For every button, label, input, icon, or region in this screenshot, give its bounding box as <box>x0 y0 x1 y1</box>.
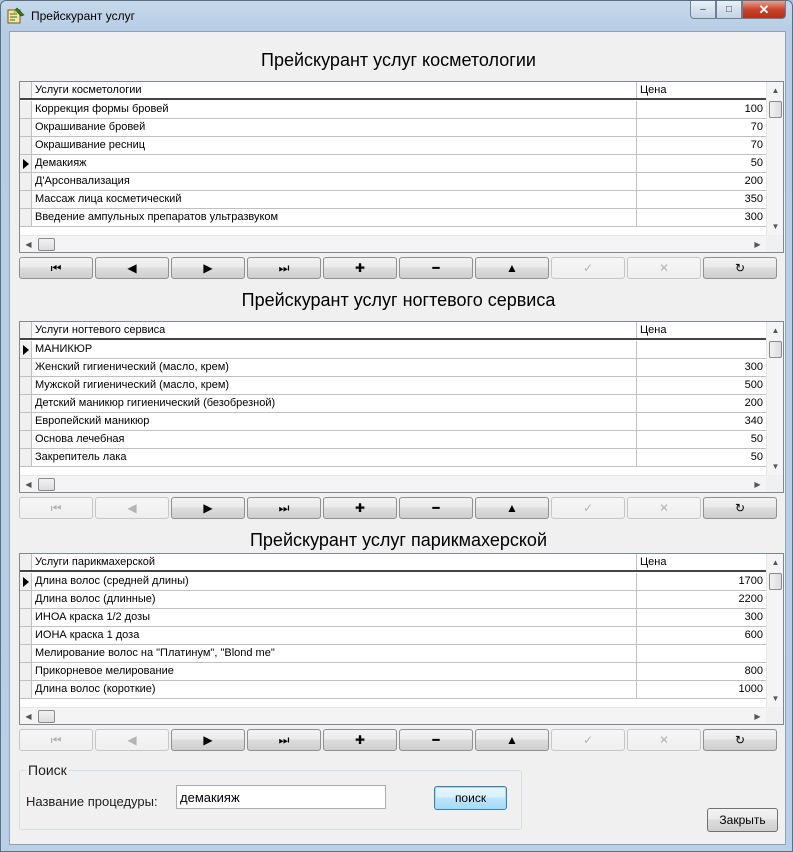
service-name-cell[interactable]: Мелирование волос на "Платинум", "Blond me" <box>32 645 637 662</box>
prior-record-icon: ◀ <box>127 733 137 747</box>
price-cell[interactable]: 300 <box>744 211 763 223</box>
edit-triangle-icon: ▲ <box>506 733 518 747</box>
row-indicator[interactable] <box>20 663 32 680</box>
checkmark-icon: ✓ <box>582 733 594 747</box>
nail-service-navigator <box>19 497 777 519</box>
scroll-corner <box>766 235 783 252</box>
current-row-pointer-icon <box>23 577 29 587</box>
row-indicator[interactable] <box>20 377 32 394</box>
price-cell[interactable]: 50 <box>750 433 763 445</box>
service-name-cell[interactable]: Демакияж <box>32 155 637 172</box>
cancel-x-icon: ✕ <box>658 501 670 515</box>
nav-next-button[interactable] <box>171 257 245 279</box>
price-cell[interactable]: 70 <box>750 139 763 151</box>
table-row[interactable] <box>20 663 766 681</box>
scroll-down-icon[interactable]: ▼ <box>771 222 780 231</box>
window-title: Прейскурант услуг <box>31 9 135 23</box>
table-row[interactable] <box>20 609 766 627</box>
grid-header-row <box>20 82 766 100</box>
horizontal-scroll-thumb[interactable] <box>38 478 55 491</box>
row-indicator[interactable] <box>20 395 32 412</box>
grid-body <box>20 82 766 235</box>
service-name-cell[interactable]: Введение ампульных препаратов ультразвуком <box>32 209 637 226</box>
column-header-service[interactable]: Услуги косметологии <box>32 82 637 98</box>
service-name-cell[interactable]: Закрепитель лака <box>32 449 637 466</box>
nav-edit-button[interactable] <box>475 729 549 751</box>
plus-icon: ✚ <box>354 733 366 747</box>
service-name-cell[interactable]: Европейский маникюр <box>32 413 637 430</box>
search-button[interactable]: поиск <box>434 786 507 810</box>
edit-triangle-icon: ▲ <box>506 261 518 275</box>
table-row[interactable] <box>20 173 766 191</box>
horizontal-scroll-thumb[interactable] <box>38 238 55 251</box>
nav-first-button[interactable] <box>19 497 93 519</box>
nav-cancel-button[interactable] <box>627 729 701 751</box>
horizontal-scrollbar[interactable] <box>20 475 766 492</box>
grid-body <box>20 322 766 475</box>
scroll-left-icon[interactable]: ◀ <box>25 240 32 249</box>
table-row[interactable] <box>20 359 766 377</box>
grid-body <box>20 554 766 707</box>
first-record-icon: ⏮ <box>50 500 62 515</box>
service-name-cell[interactable]: Основа лечебная <box>32 431 637 448</box>
nav-prior-button[interactable] <box>95 729 169 751</box>
title-bar[interactable] <box>1 1 792 31</box>
service-name-cell[interactable]: Мужской гигиенический (масло, крем) <box>32 377 637 394</box>
hairdresser-grid[interactable] <box>19 553 784 725</box>
table-row[interactable] <box>20 431 766 449</box>
row-indicator[interactable] <box>20 591 32 608</box>
scroll-right-icon[interactable]: ▶ <box>754 712 761 721</box>
nav-first-button[interactable] <box>19 729 93 751</box>
service-name-cell[interactable]: ИНОА краска 1/2 дозы <box>32 609 637 626</box>
header-indicator-cell <box>20 322 32 338</box>
vertical-scroll-thumb[interactable] <box>769 341 782 358</box>
table-row[interactable] <box>20 155 766 173</box>
service-name-cell[interactable]: Длина волос (короткие) <box>32 681 637 698</box>
header-indicator-cell <box>20 554 32 570</box>
nav-insert-button[interactable] <box>323 257 397 279</box>
scroll-corner <box>766 475 783 492</box>
scroll-up-icon[interactable]: ▲ <box>771 558 780 567</box>
horizontal-scrollbar[interactable] <box>20 235 766 252</box>
table-row[interactable] <box>20 591 766 609</box>
last-record-icon: ⏭ <box>278 500 290 515</box>
price-cell[interactable]: 1000 <box>738 683 763 695</box>
price-cell[interactable]: 340 <box>744 415 763 427</box>
row-indicator[interactable] <box>20 137 32 154</box>
price-cell[interactable]: 70 <box>750 121 763 133</box>
nail-service-grid[interactable] <box>19 321 784 493</box>
last-record-icon: ⏭ <box>278 732 290 747</box>
edit-triangle-icon: ▲ <box>506 501 518 515</box>
service-name-cell[interactable]: Детский маникюр гигиенический (безобрезной) <box>32 395 637 412</box>
service-name-cell[interactable]: Прикорневое мелирование <box>32 663 637 680</box>
minus-icon: ━ <box>432 261 440 275</box>
refresh-icon: ↻ <box>734 733 746 747</box>
first-record-icon: ⏮ <box>50 260 62 275</box>
row-indicator[interactable] <box>20 431 32 448</box>
table-row[interactable] <box>20 377 766 395</box>
price-cell[interactable]: 50 <box>750 157 763 169</box>
price-cell[interactable]: 200 <box>744 175 763 187</box>
table-row[interactable] <box>20 395 766 413</box>
service-name-cell[interactable]: Коррекция формы бровей <box>32 101 637 118</box>
scroll-down-icon[interactable]: ▼ <box>771 694 780 703</box>
search-group-title: Поиск <box>28 762 67 778</box>
nav-refresh-button[interactable] <box>703 497 777 519</box>
service-name-cell[interactable]: ИОНА краска 1 доза <box>32 627 637 644</box>
nail-service-title: Прейскурант услуг ногтевого сервиса <box>241 290 556 310</box>
next-record-icon: ▶ <box>203 501 213 515</box>
row-indicator[interactable] <box>20 645 32 662</box>
price-cell[interactable]: 1700 <box>738 575 763 587</box>
table-row[interactable] <box>20 413 766 431</box>
nav-first-button[interactable] <box>19 257 93 279</box>
row-indicator[interactable] <box>20 681 32 698</box>
table-row[interactable] <box>20 101 766 119</box>
row-indicator[interactable] <box>20 341 32 358</box>
cancel-x-icon: ✕ <box>658 261 670 275</box>
cosmetology-grid[interactable] <box>19 81 784 253</box>
next-record-icon: ▶ <box>203 733 213 747</box>
prior-record-icon: ◀ <box>127 501 137 515</box>
service-name-cell[interactable]: Женский гигиенический (масло, крем) <box>32 359 637 376</box>
header-indicator-cell <box>20 82 32 98</box>
scroll-right-icon[interactable]: ▶ <box>754 480 761 489</box>
plus-icon: ✚ <box>354 501 366 515</box>
table-row[interactable] <box>20 681 766 699</box>
scroll-right-icon[interactable]: ▶ <box>754 240 761 249</box>
table-row[interactable] <box>20 573 766 591</box>
current-row-pointer-icon <box>23 345 29 355</box>
vertical-scrollbar[interactable] <box>766 322 783 475</box>
column-header-service[interactable]: Услуги парикмахерской <box>32 554 637 570</box>
service-name-cell[interactable]: МАНИКЮР <box>32 341 637 358</box>
minus-icon: ━ <box>432 501 440 515</box>
horizontal-scroll-thumb[interactable] <box>38 710 55 723</box>
procedure-name-input[interactable] <box>176 785 386 809</box>
table-row[interactable] <box>20 341 766 359</box>
scroll-left-icon[interactable]: ◀ <box>25 480 32 489</box>
client-area <box>9 31 786 845</box>
caption-buttons <box>690 1 786 21</box>
row-indicator[interactable] <box>20 609 32 626</box>
nav-cancel-button[interactable] <box>627 257 701 279</box>
service-name-cell[interactable]: Длина волос (длинные) <box>32 591 637 608</box>
first-record-icon: ⏮ <box>50 732 62 747</box>
service-name-cell[interactable]: Массаж лица косметический <box>32 191 637 208</box>
column-header-price[interactable]: Цена <box>640 324 667 336</box>
nav-delete-button[interactable] <box>399 729 473 751</box>
close-window-button[interactable] <box>742 1 786 19</box>
current-row-pointer-icon <box>23 159 29 169</box>
nav-prior-button[interactable] <box>95 497 169 519</box>
grid-header-row <box>20 554 766 572</box>
price-cell[interactable]: 200 <box>744 397 763 409</box>
row-indicator[interactable] <box>20 413 32 430</box>
table-row[interactable] <box>20 645 766 663</box>
minimize-icon: ‒ <box>700 4 706 15</box>
last-record-icon: ⏭ <box>278 260 290 275</box>
table-row[interactable] <box>20 449 766 467</box>
cosmetology-navigator <box>19 257 777 279</box>
cosmetology-title: Прейскурант услуг косметологии <box>261 50 536 70</box>
app-icon <box>7 7 25 25</box>
close-button[interactable]: Закрыть <box>707 808 778 832</box>
grid-header-row <box>20 322 766 340</box>
nav-insert-button[interactable] <box>323 497 397 519</box>
vertical-scroll-thumb[interactable] <box>769 573 782 590</box>
nav-insert-button[interactable] <box>323 729 397 751</box>
procedure-name-label: Название процедуры: <box>26 794 158 809</box>
row-indicator[interactable] <box>20 155 32 172</box>
column-header-price[interactable]: Цена <box>640 556 667 568</box>
cancel-x-icon: ✕ <box>658 733 670 747</box>
row-indicator[interactable] <box>20 119 32 136</box>
vertical-scrollbar[interactable] <box>766 554 783 707</box>
scroll-corner <box>766 707 783 724</box>
row-indicator[interactable] <box>20 173 32 190</box>
nav-delete-button[interactable] <box>399 257 473 279</box>
scroll-up-icon[interactable]: ▲ <box>771 326 780 335</box>
row-indicator[interactable] <box>20 101 32 118</box>
table-row[interactable] <box>20 119 766 137</box>
row-indicator[interactable] <box>20 573 32 590</box>
refresh-icon: ↻ <box>734 261 746 275</box>
table-row[interactable] <box>20 191 766 209</box>
price-cell[interactable]: 300 <box>744 611 763 623</box>
service-name-cell[interactable]: Окрашивание ресниц <box>32 137 637 154</box>
column-header-price[interactable]: Цена <box>640 84 667 96</box>
maximize-icon: □ <box>725 4 733 15</box>
maximize-button[interactable] <box>716 1 742 19</box>
nav-last-button[interactable] <box>247 497 321 519</box>
price-cell[interactable]: 300 <box>744 361 763 373</box>
nav-refresh-button[interactable] <box>703 257 777 279</box>
close-icon: ✕ <box>758 1 770 17</box>
nav-last-button[interactable] <box>247 729 321 751</box>
nav-next-button[interactable] <box>171 729 245 751</box>
nav-edit-button[interactable] <box>475 257 549 279</box>
table-row[interactable] <box>20 627 766 645</box>
checkmark-icon: ✓ <box>582 261 594 275</box>
row-indicator[interactable] <box>20 191 32 208</box>
row-indicator[interactable] <box>20 449 32 466</box>
nav-last-button[interactable] <box>247 257 321 279</box>
refresh-icon: ↻ <box>734 501 746 515</box>
checkmark-icon: ✓ <box>582 501 594 515</box>
plus-icon: ✚ <box>354 261 366 275</box>
minus-icon: ━ <box>432 733 440 747</box>
nav-refresh-button[interactable] <box>703 729 777 751</box>
price-cell[interactable]: 800 <box>744 665 763 677</box>
column-header-service[interactable]: Услуги ногтевого сервиса <box>32 322 637 338</box>
row-indicator[interactable] <box>20 627 32 644</box>
horizontal-scrollbar[interactable] <box>20 707 766 724</box>
row-indicator[interactable] <box>20 359 32 376</box>
price-cell[interactable]: 100 <box>744 103 763 115</box>
price-cell[interactable] <box>637 341 766 358</box>
price-cell[interactable] <box>637 645 766 662</box>
row-indicator[interactable] <box>20 209 32 226</box>
nav-edit-button[interactable] <box>475 497 549 519</box>
price-cell[interactable]: 500 <box>744 379 763 391</box>
hairdresser-title: Прейскурант услуг парикмахерской <box>249 530 547 550</box>
nav-cancel-button[interactable] <box>627 497 701 519</box>
price-cell[interactable]: 600 <box>744 629 763 641</box>
service-name-cell[interactable]: Д'Арсонвализация <box>32 173 637 190</box>
table-row[interactable] <box>20 209 766 227</box>
service-name-cell[interactable]: Окрашивание бровей <box>32 119 637 136</box>
scroll-down-icon[interactable]: ▼ <box>771 462 780 471</box>
nav-post-button[interactable] <box>551 729 625 751</box>
nav-post-button[interactable] <box>551 257 625 279</box>
nav-next-button[interactable] <box>171 497 245 519</box>
hairdresser-navigator <box>19 729 777 751</box>
nav-post-button[interactable] <box>551 497 625 519</box>
table-row[interactable] <box>20 137 766 155</box>
service-name-cell[interactable]: Длина волос (средней длины) <box>32 573 637 590</box>
price-cell[interactable]: 2200 <box>738 593 763 605</box>
prior-record-icon: ◀ <box>127 261 137 275</box>
price-cell[interactable]: 350 <box>744 193 763 205</box>
vertical-scroll-thumb[interactable] <box>769 101 782 118</box>
next-record-icon: ▶ <box>203 261 213 275</box>
minimize-button[interactable] <box>690 1 716 19</box>
nav-delete-button[interactable] <box>399 497 473 519</box>
scroll-up-icon[interactable]: ▲ <box>771 86 780 95</box>
vertical-scrollbar[interactable] <box>766 82 783 235</box>
nav-prior-button[interactable] <box>95 257 169 279</box>
scroll-left-icon[interactable]: ◀ <box>25 712 32 721</box>
price-cell[interactable]: 50 <box>750 451 763 463</box>
